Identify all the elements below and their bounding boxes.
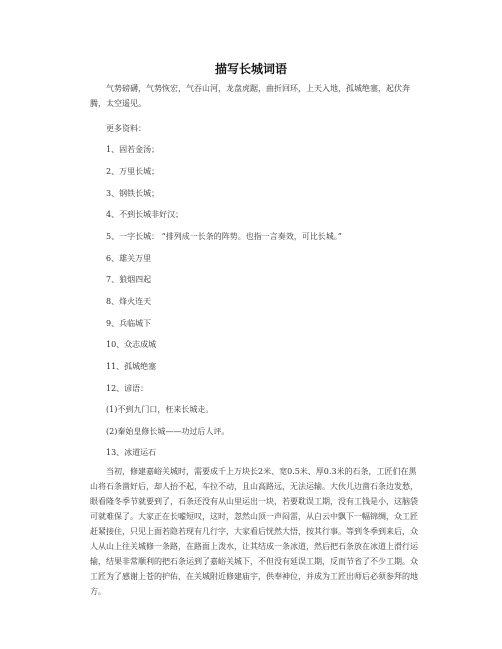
list-item: 6、雄关万里 xyxy=(106,254,152,263)
list-item: 13、冰道运石 xyxy=(106,448,157,457)
more-info-label: 更多资料： xyxy=(106,124,146,133)
intro-paragraph: 气势磅礴，气势恢宏，气吞山河，龙盘虎踞，曲折回环，上天入地，孤城绝塞，起伏奔腾，太空遥见。 xyxy=(90,84,410,108)
story-paragraph: 当初，修建嘉峪关城时，需要成千上万块长2米、宽0.5米、厚0.3米的石条，工匠们在黑山将石条凿好后，却人抬不起，车拉不动，且山高路远，无法运输。大伙儿边凿石条边发愁，眼看隆冬季节就要到了，石条还没有从山里运出一块，若要耽误工期，没有工钱是小，这脑袋可就难保了。大家正在长嘘短叹，这时，忽然山顶一声闷雷，从白云中飘下一幅锦绸，众工匠赶紧接住，只见上面若隐若现有几行字，大家看后恍然大悟，按其行事。等到冬季到来后，众人从山上往关城修一条路，在路面上泼水，让其结成一条冰道，然后把石条放在冰道上滑行运输，结果非常顺利的把石条运到了嘉峪关城下，不但没有延误工期，反而节省了不少工期。众工匠为了感谢上苍的护佑，在关城附近修建庙宇，供奉神位，并成为工匠出师后必须参拜的地方。 xyxy=(90,467,418,596)
list-item: 4、不到长城非好汉； xyxy=(106,210,184,219)
list-item: 11、孤城绝塞 xyxy=(106,362,157,371)
list-item: 1、固若金汤； xyxy=(106,145,160,154)
list-item: 3、钢铁长城； xyxy=(106,189,160,198)
list-item: 2、万里长城； xyxy=(106,167,160,176)
list-item: 7、狼烟四起 xyxy=(106,275,152,284)
list-item: 12、谚语： xyxy=(106,384,149,393)
list-item: 8、烽火连天 xyxy=(106,297,152,306)
document-title: 描写长城词语 xyxy=(214,62,287,76)
list-item: 9、兵临城下 xyxy=(106,319,152,328)
list-item: 5、一字长城： “排列成一长条的阵势。也指一言奏效，可比长城。” xyxy=(106,232,342,241)
list-item: 10、众志成城 xyxy=(106,340,157,349)
list-item: (1)不到九门口，枉来长城走。 xyxy=(106,405,214,414)
list-item: (2)秦始皇修长城——功过后人评。 xyxy=(106,427,230,436)
